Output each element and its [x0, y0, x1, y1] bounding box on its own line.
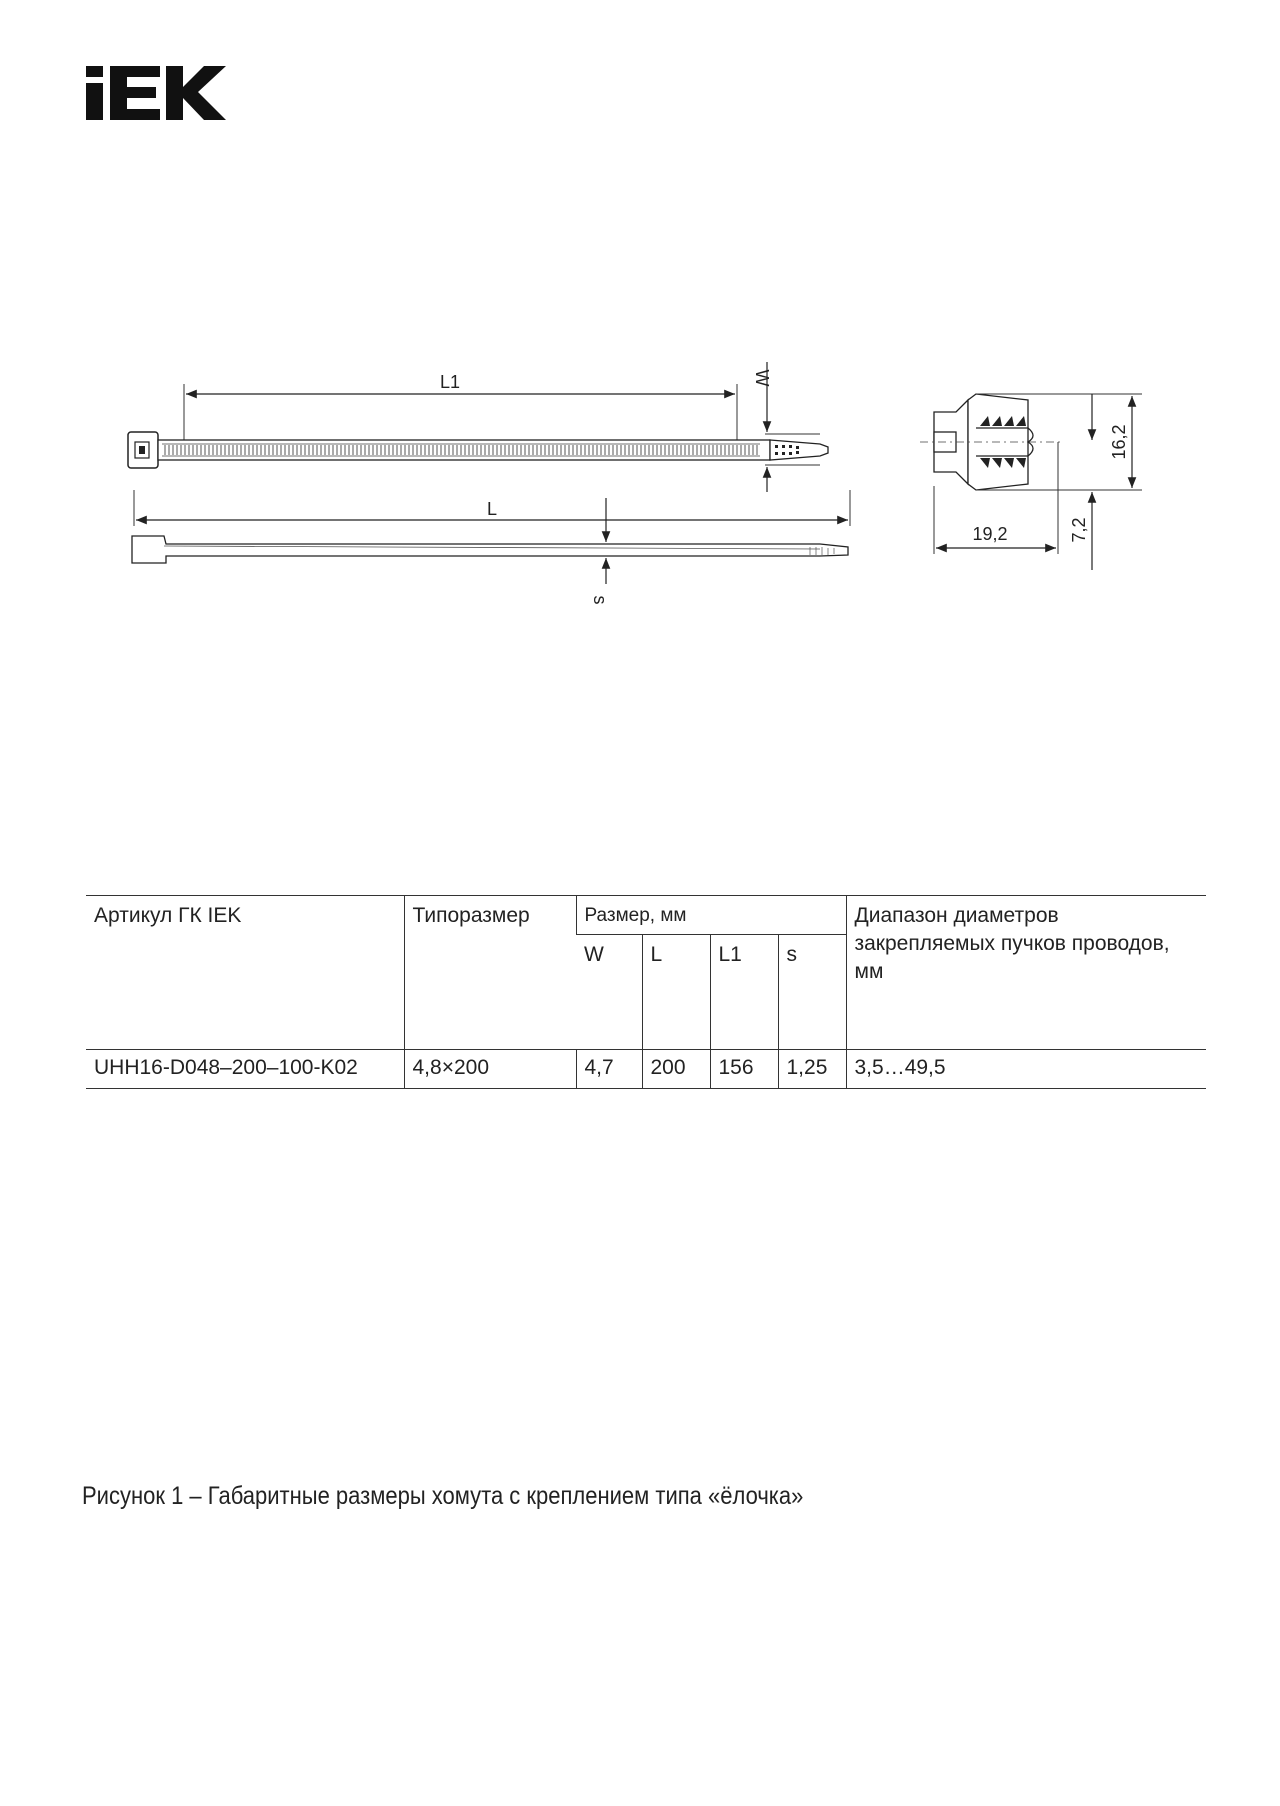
- dim-label-w: W: [752, 369, 772, 387]
- header-size-type: Типоразмер: [404, 896, 576, 1050]
- subheader-l: L: [642, 935, 710, 1050]
- dim-label-l1: L1: [439, 372, 461, 392]
- cell-l: 200: [642, 1050, 710, 1089]
- table-row: [86, 1050, 1206, 1089]
- header-range: Диапазон диаметров закрепляемых пучков проводов, мм: [846, 896, 1206, 1050]
- figure-caption: Рисунок 1 – Габаритные размеры хомута с креплением типа «ёлочка»: [82, 1482, 804, 1510]
- cell-w: 4,7: [576, 1050, 642, 1089]
- iek-logo: [86, 66, 226, 120]
- cable-tie-drawing: [120, 360, 880, 630]
- dim-label-s: s: [590, 595, 610, 605]
- subheader-w: W: [576, 935, 642, 1050]
- cell-size-type: 4,8×200: [404, 1050, 576, 1089]
- header-article: Артикул ГК IEK: [86, 896, 404, 1050]
- dim-label-7-2: 7,2: [1069, 517, 1089, 543]
- dim-label-16-2: 16,2: [1109, 424, 1129, 460]
- subheader-s: s: [778, 935, 846, 1050]
- table-header-row: [86, 896, 1206, 935]
- header-dims: Размер, мм: [576, 896, 846, 935]
- tie-top-view: [128, 432, 828, 468]
- cell-article: UHH16-D048–200–100-K02: [86, 1050, 404, 1089]
- tie-side-view: [132, 536, 848, 563]
- subheader-l1: L1: [710, 935, 778, 1050]
- dim-label-19-2: 19,2: [972, 524, 1008, 544]
- dim-label-l: L: [486, 499, 498, 519]
- cell-s: 1,25: [778, 1050, 846, 1089]
- spec-table: [86, 895, 1206, 1089]
- fastener-drawing: [920, 380, 1160, 570]
- cell-l1: 156: [710, 1050, 778, 1089]
- cell-range: 3,5…49,5: [846, 1050, 1206, 1089]
